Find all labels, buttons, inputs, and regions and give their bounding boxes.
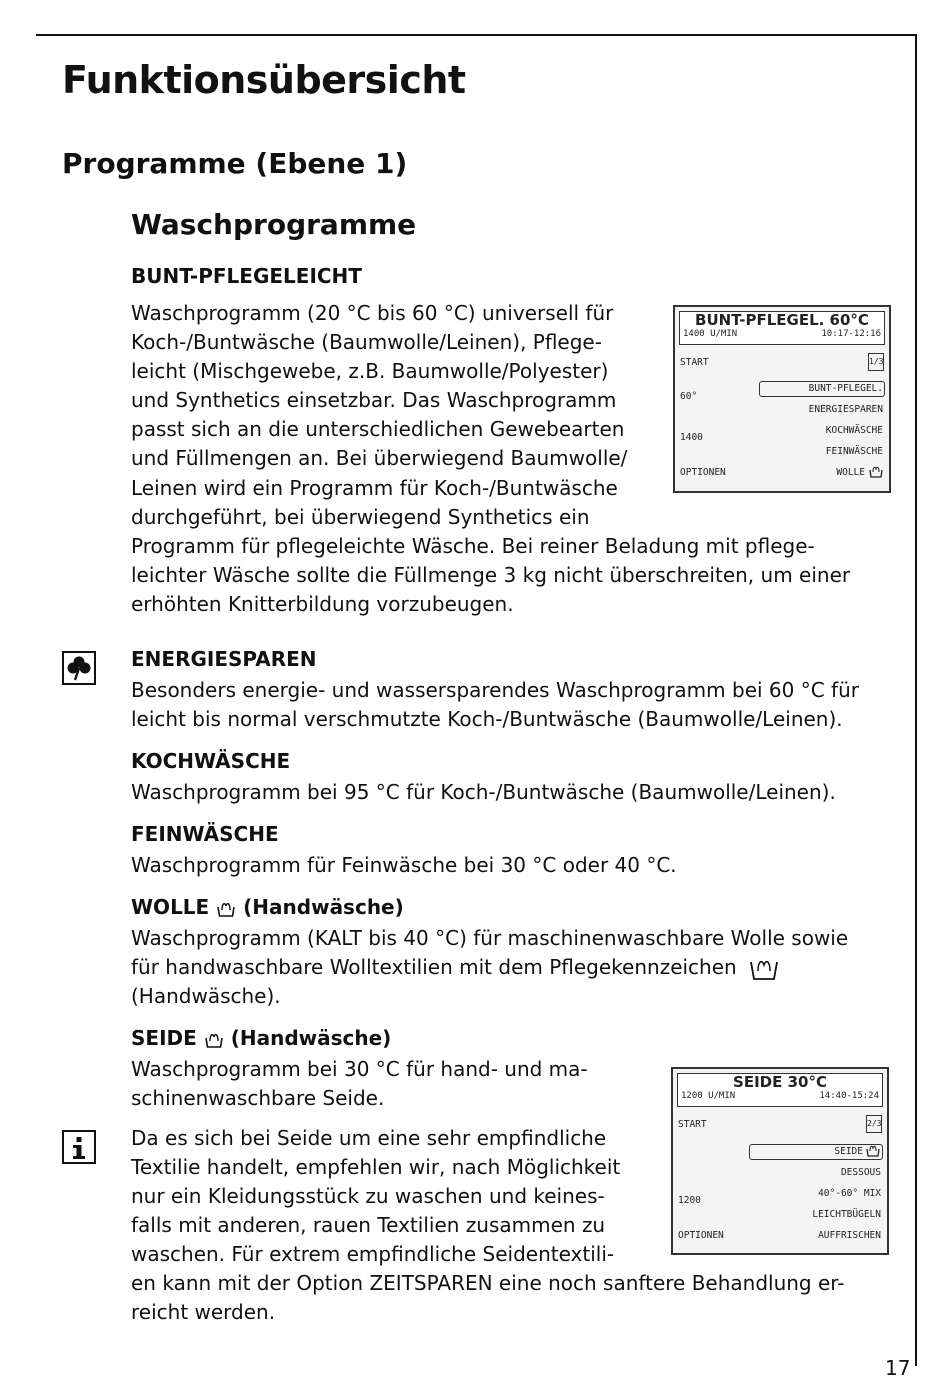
lcd-menu-item: FEINWÄSCHE bbox=[825, 446, 883, 457]
lcd-start: START bbox=[678, 1119, 707, 1130]
bunt-line: Koch-/Buntwäsche (Baumwolle/Leinen), Pflege- bbox=[131, 330, 602, 354]
info-icon bbox=[62, 1130, 96, 1164]
section-heading: Waschprogramme bbox=[131, 208, 417, 241]
wolle-line: Waschprogramm (KALT bis 40 °C) für maschinenwaschbare Wolle sowie bbox=[131, 926, 849, 950]
wolle-line: (Handwäsche). bbox=[131, 984, 281, 1008]
info-line: waschen. Für extrem empfindliche Seidentextili- bbox=[131, 1242, 615, 1266]
lcd-speed: 1400 U/MIN bbox=[683, 329, 738, 339]
lcd-menu-item: LEICHTBÜGELN bbox=[812, 1209, 881, 1220]
lcd-menu-item: ENERGIESPAREN bbox=[808, 404, 883, 415]
lcd-options: OPTIONEN bbox=[678, 1230, 724, 1241]
care-label-handwash-icon bbox=[749, 957, 779, 981]
wolle-heading-note: (Handwäsche) bbox=[243, 895, 404, 919]
lcd-menu-item: AUFFRISCHEN bbox=[818, 1230, 881, 1241]
clover-icon bbox=[62, 651, 96, 685]
info-line: reicht werden. bbox=[131, 1300, 276, 1324]
bunt-heading: BUNT-PFLEGELEICHT bbox=[131, 264, 362, 288]
wolle-line-text: für handwaschbare Wolltextilien mit dem Pflegekennzeichen bbox=[131, 955, 737, 979]
info-line: en kann mit der Option ZEITSPAREN eine noch sanftere Behandlung er- bbox=[131, 1271, 845, 1295]
lcd-display-bunt bbox=[673, 305, 891, 493]
lcd-spin: 1400 bbox=[680, 432, 703, 443]
energie-line: Besonders energie- und wassersparendes Waschprogramm bei 60 °C für bbox=[131, 678, 859, 702]
fein-line: Waschprogramm für Feinwäsche bei 30 °C oder 40 °C. bbox=[131, 853, 677, 877]
lcd-menu-item: SEIDE bbox=[834, 1146, 863, 1157]
right-rule bbox=[915, 34, 917, 1366]
lcd-speed: 1200 U/MIN bbox=[681, 1091, 736, 1101]
lcd-menu-item: DESSOUS bbox=[840, 1167, 881, 1178]
handwash-icon bbox=[869, 465, 883, 478]
lcd-menu-item: WOLLE bbox=[836, 467, 865, 478]
bunt-line: Leinen wird ein Programm für Koch-/Buntwäsche bbox=[131, 476, 618, 500]
lcd-temp: 60° bbox=[680, 391, 698, 402]
info-line: Textilie handelt, empfehlen wir, nach Möglichkeit bbox=[131, 1155, 621, 1179]
handwash-icon bbox=[216, 900, 236, 918]
lcd-menu-item: KOCHWÄSCHE bbox=[825, 425, 883, 436]
info-line: falls mit anderen, rauen Textilien zusammen zu bbox=[131, 1213, 606, 1237]
bunt-line: durchgeführt, bei überwiegend Synthetics ein bbox=[131, 505, 590, 529]
bunt-line: und Füllmengen an. Bei überwiegend Baumwolle/ bbox=[131, 446, 628, 470]
info-line: Da es sich bei Seide um eine sehr empfindliche bbox=[131, 1126, 607, 1150]
bunt-line: Waschprogramm (20 °C bis 60 °C) universell für bbox=[131, 301, 614, 325]
lcd-menu-item: 40°-60° MIX bbox=[818, 1188, 881, 1199]
wolle-heading bbox=[131, 895, 404, 919]
handwash-icon bbox=[866, 1144, 880, 1157]
page-title: Funktionsübersicht bbox=[62, 58, 466, 102]
lcd-title: BUNT-PFLEGEL. 60°C bbox=[695, 311, 869, 329]
seide-heading-note: (Handwäsche) bbox=[230, 1026, 392, 1050]
handwash-icon bbox=[204, 1031, 224, 1049]
koch-line: Waschprogramm bei 95 °C für Koch-/Buntwäsche (Baumwolle/Leinen). bbox=[131, 780, 836, 804]
lcd-header bbox=[679, 311, 885, 345]
lcd-menu-item: BUNT-PFLEGEL. bbox=[808, 383, 883, 394]
lcd-page-indicator: 2/3 bbox=[866, 1115, 882, 1133]
lcd-display-seide bbox=[671, 1067, 889, 1255]
seide-heading bbox=[131, 1026, 391, 1050]
bunt-line: leicht (Mischgewebe, z.B. Baumwolle/Polyester) bbox=[131, 359, 609, 383]
top-rule bbox=[36, 34, 917, 36]
lcd-options: OPTIONEN bbox=[680, 467, 726, 478]
wolle-heading-label: WOLLE bbox=[131, 895, 210, 919]
lcd-title: SEIDE 30°C bbox=[733, 1073, 827, 1091]
fein-heading: FEINWÄSCHE bbox=[131, 822, 279, 846]
seide-line: schinenwaschbare Seide. bbox=[131, 1086, 385, 1110]
energie-line: leicht bis normal verschmutzte Koch-/Buntwäsche (Baumwolle/Leinen). bbox=[131, 707, 843, 731]
section-subtitle: Programme (Ebene 1) bbox=[62, 147, 408, 180]
info-line: nur ein Kleidungsstück zu waschen und keines- bbox=[131, 1184, 605, 1208]
wolle-line bbox=[131, 953, 779, 982]
lcd-start: START bbox=[680, 357, 709, 368]
bunt-line: erhöhten Knitterbildung vorzubeugen. bbox=[131, 592, 514, 616]
seide-heading-label: SEIDE bbox=[131, 1026, 197, 1050]
bunt-line: passt sich an die unterschiedlichen Gewebearten bbox=[131, 417, 625, 441]
lcd-spin: 1200 bbox=[678, 1195, 701, 1206]
lcd-time: 14:40-15:24 bbox=[819, 1091, 879, 1101]
bunt-line: und Synthetics einsetzbar. Das Waschprogramm bbox=[131, 388, 617, 412]
lcd-header bbox=[677, 1073, 883, 1107]
koch-heading: KOCHWÄSCHE bbox=[131, 749, 291, 773]
bunt-line: leichter Wäsche sollte die Füllmenge 3 kg nicht überschreiten, um einer bbox=[131, 563, 851, 587]
energie-heading: ENERGIESPAREN bbox=[131, 647, 317, 671]
bunt-line: Programm für pflegeleichte Wäsche. Bei reiner Beladung mit pflege- bbox=[131, 534, 815, 558]
page-number: 17 bbox=[885, 1356, 911, 1380]
lcd-time: 10:17-12:16 bbox=[821, 329, 881, 339]
seide-line: Waschprogramm bei 30 °C für hand- und ma- bbox=[131, 1057, 588, 1081]
lcd-page-indicator: 1/3 bbox=[868, 353, 884, 371]
